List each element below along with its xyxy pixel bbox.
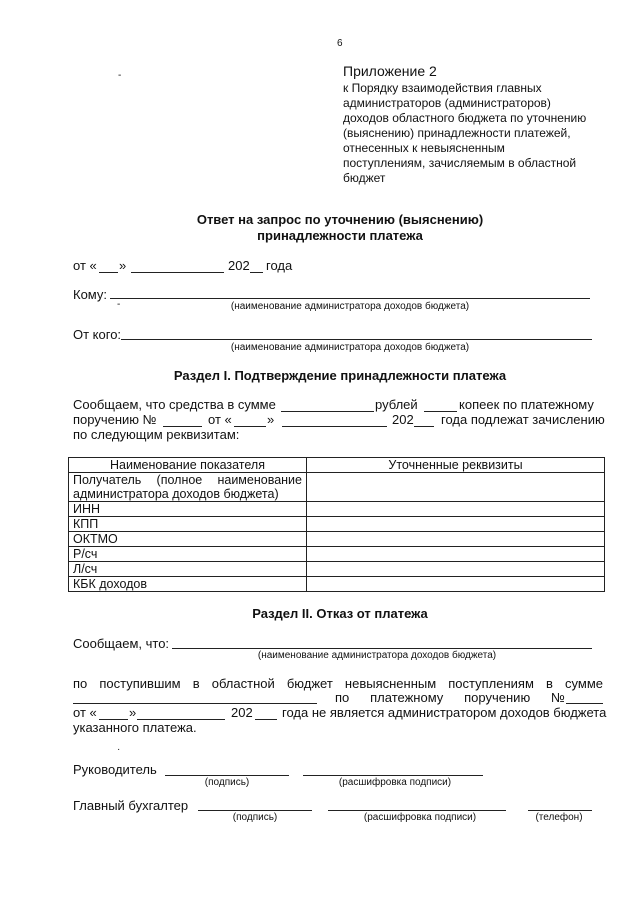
accountant-signature-field[interactable] [198, 810, 312, 811]
appendix-line: доходов областного бюджета по уточнению [343, 111, 587, 125]
refuse-order-number-field[interactable] [566, 703, 603, 704]
table-header: Уточненные реквизиты [307, 458, 605, 473]
refuse-sum-field[interactable] [73, 703, 317, 704]
date-close-quote: » [119, 258, 127, 273]
table-cell-label: Р/сч [69, 547, 307, 562]
table-cell-label: КБК доходов [69, 577, 307, 592]
accountant-phone-field[interactable] [528, 810, 592, 811]
section2-p4-year: 202 [231, 705, 253, 720]
head-decode-caption: (расшифровка подписи) [338, 777, 452, 788]
accountant-signature-caption: (подпись) [232, 812, 278, 823]
from-caption: (наименование администратора доходов бюджета) [230, 342, 470, 353]
head-decode-field[interactable] [303, 775, 483, 776]
to-label: Кому: [73, 287, 107, 302]
date-month-field[interactable] [131, 272, 224, 273]
date-from-label: от « [73, 258, 97, 273]
requisites-table [68, 457, 605, 592]
table-cell-value[interactable] [307, 577, 605, 592]
table-cell-label: КПП [69, 517, 307, 532]
table-cell-label: ОКТМО [69, 532, 307, 547]
section2-p2: по поступившим в областной бюджет невыясненным поступлениям в сумме [73, 676, 603, 691]
appendix-line: к Порядку взаимодействия главных [343, 81, 542, 95]
table-header-row [69, 458, 605, 473]
refuse-year-field[interactable] [255, 719, 277, 720]
date-year-prefix: 202 [228, 258, 250, 273]
head-signature-field[interactable] [165, 775, 289, 776]
scan-dot: - [117, 299, 121, 310]
table-row [69, 577, 605, 592]
section2-p4-close: » [129, 705, 137, 720]
appendix-line: отнесенных к невыясненным [343, 141, 505, 155]
table-cell-value[interactable] [307, 532, 605, 547]
appendix-title: Приложение 2 [343, 63, 437, 79]
scan-dot: · [117, 744, 121, 755]
table-cell-value[interactable] [307, 562, 605, 577]
table-header: Наименование показателя [69, 458, 307, 473]
table-cell-label: Л/сч [69, 562, 307, 577]
date-year-field[interactable] [250, 272, 263, 273]
section1-p2-year: 202 [392, 412, 414, 427]
section1-p2-tail: года подлежат зачислению [441, 412, 605, 427]
table-row [69, 517, 605, 532]
head-label: Руководитель [73, 762, 157, 777]
section1-p2-close: » [267, 412, 275, 427]
appendix-line: бюджет [343, 171, 386, 185]
to-caption: (наименование администратора доходов бюджета) [230, 301, 470, 312]
section2-p1: Сообщаем, что: [73, 636, 170, 651]
order-year-field[interactable] [414, 426, 434, 427]
table-cell-value[interactable] [307, 502, 605, 517]
table-row [69, 532, 605, 547]
table-row [69, 547, 605, 562]
doc-title-line1: Ответ на запрос по уточнению (выяснению) [196, 212, 484, 227]
section1-rub: рублей [375, 397, 418, 412]
page-number: 6 [337, 38, 343, 49]
table-cell-value[interactable] [307, 473, 605, 502]
section1-p2: поручению № [73, 412, 157, 427]
from-label: От кого: [73, 327, 122, 342]
accountant-phone-caption: (телефон) [535, 812, 583, 823]
date-year-word: года [266, 258, 293, 273]
refuse-admin-caption: (наименование администратора доходов бюджета) [257, 650, 497, 661]
table-cell-label: Получатель (полное наименование администратора доходов бюджета) [69, 473, 307, 502]
accountant-label: Главный бухгалтер [73, 798, 189, 813]
refuse-admin-field[interactable] [172, 648, 592, 649]
scan-dot: - [118, 70, 122, 81]
section2-p4-from: от « [73, 705, 97, 720]
table-row [69, 473, 605, 502]
doc-title-line2: принадлежности платежа [257, 228, 423, 243]
sum-rub-field[interactable] [281, 411, 374, 412]
section1-kop: копеек по платежному [459, 397, 594, 412]
section2-p4-tail: года не является администратором доходов бюджета [282, 705, 607, 720]
accountant-decode-caption: (расшифровка подписи) [363, 812, 477, 823]
section1-p3: по следующим реквизитам: [73, 427, 240, 442]
table-cell-label: ИНН [69, 502, 307, 517]
table-row [69, 502, 605, 517]
table-row [69, 562, 605, 577]
section2-p3: по платежному поручению № [335, 690, 565, 705]
section1-title: Раздел I. Подтверждение принадлежности платежа [173, 368, 507, 383]
date-day-field[interactable] [99, 272, 118, 273]
table-cell-value[interactable] [307, 547, 605, 562]
head-signature-caption: (подпись) [204, 777, 250, 788]
appendix-line: администраторов (администраторов) [343, 96, 551, 110]
section1-p1: Сообщаем, что средства в сумме [73, 397, 276, 412]
table-cell-value[interactable] [307, 517, 605, 532]
section1-p2-from: от « [208, 412, 232, 427]
section2-title: Раздел II. Отказ от платежа [252, 606, 428, 621]
order-month-field[interactable] [282, 426, 387, 427]
appendix-line: поступлениям, зачисляемым в областной [343, 156, 577, 170]
appendix-text [343, 81, 586, 186]
section2-p5: указанного платежа. [73, 720, 197, 735]
accountant-decode-field[interactable] [328, 810, 506, 811]
appendix-line: (выяснению) принадлежности платежей, [343, 126, 571, 140]
from-field[interactable] [121, 339, 592, 340]
to-field[interactable] [110, 298, 590, 299]
